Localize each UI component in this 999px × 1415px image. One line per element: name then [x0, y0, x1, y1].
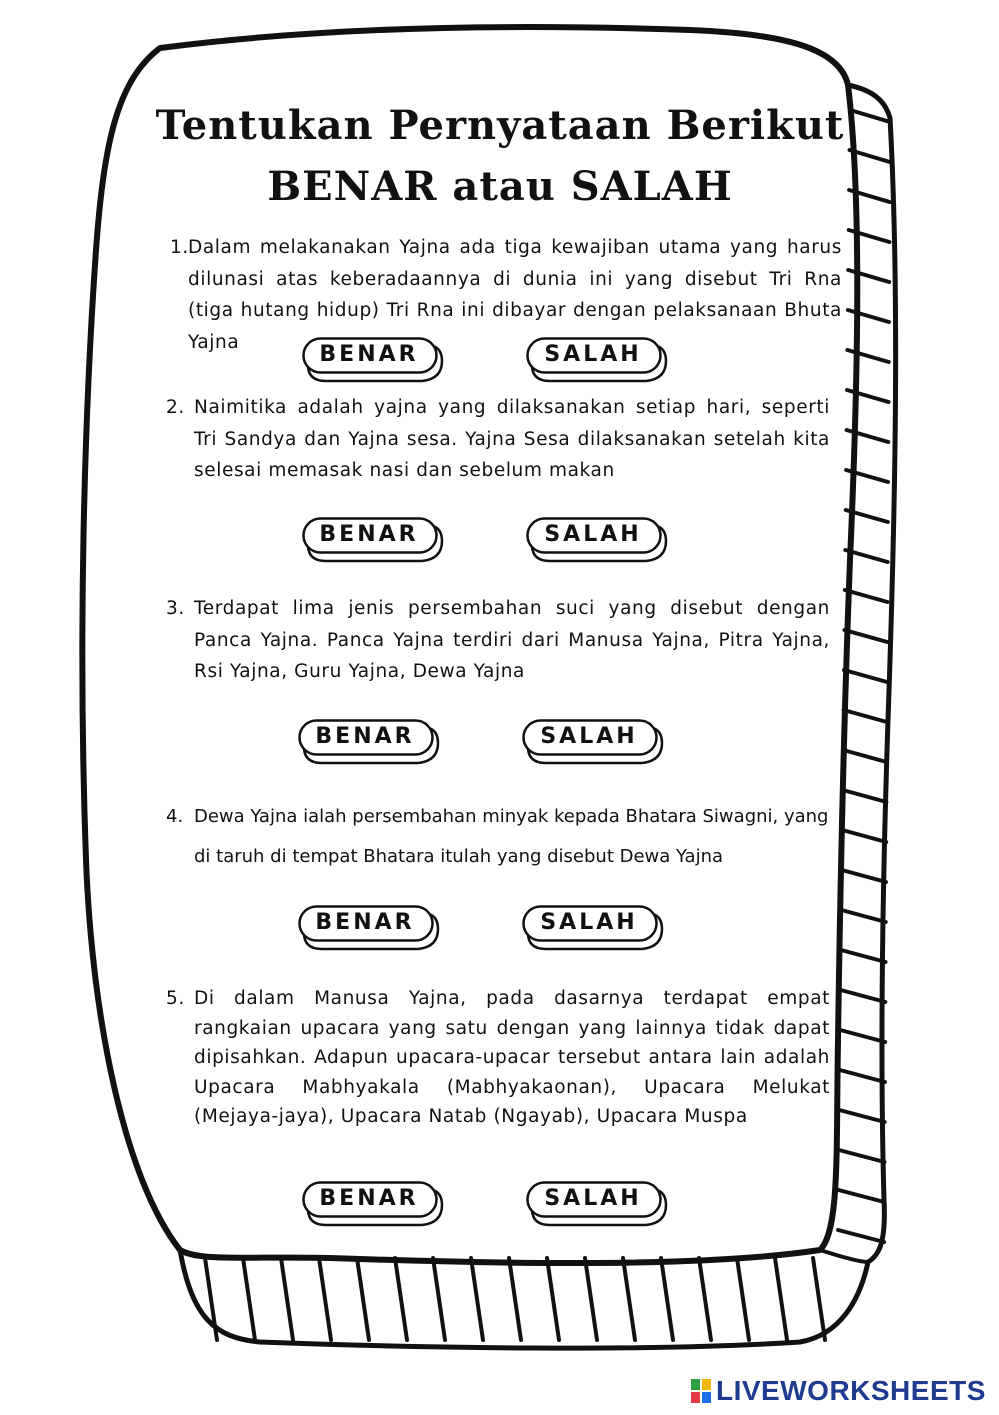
- frame-hatch: [813, 1258, 825, 1340]
- frame-hatch: [840, 1070, 885, 1082]
- salah-button-2[interactable]: [526, 517, 666, 561]
- frame-hatch: [844, 630, 887, 642]
- question-2: [166, 392, 830, 487]
- benar-label: BENAR: [319, 342, 419, 367]
- salah-label: SALAH: [540, 910, 638, 935]
- question-text: Terdapat lima jenis persembahan suci yang disebut dengan Panca Yajna. Panca Yajna terdiri dari Manusa Yajna, Pitra Yajna, Rsi Yajna, Guru Yajna, Dewa Yajna: [194, 598, 830, 682]
- salah-label: SALAH: [544, 1186, 642, 1211]
- page-title: Tentukan Pernyataan Berikut: [155, 102, 845, 149]
- question-number: 3.: [166, 598, 185, 619]
- salah-button-5[interactable]: [526, 1181, 666, 1225]
- frame-hatch: [839, 1190, 885, 1202]
- benar-button-5[interactable]: [302, 1181, 442, 1225]
- frame-hatch: [841, 990, 886, 1002]
- page-subtitle: BENAR atau SALAH: [267, 163, 733, 210]
- frame-hatch: [843, 750, 886, 762]
- frame-hatch: [661, 1258, 673, 1340]
- frame-hatch: [840, 1030, 885, 1042]
- question-text: Dewa Yajna ialah persembahan minyak kepada Bhatara Siwagni, yang di taruh di tempat Bhatara itulah yang disebut Dewa Yajna: [194, 806, 829, 867]
- salah-label: SALAH: [544, 522, 642, 547]
- salah-label: SALAH: [540, 724, 638, 749]
- frame-hatch: [839, 1150, 885, 1162]
- question-number: 5.: [166, 988, 185, 1009]
- benar-label: BENAR: [315, 910, 415, 935]
- question-text: Naimitika adalah yajna yang dilaksanakan setiap hari, seperti Tri Sandya dan Yajna sesa. Yajna Sesa dilaksanakan setelah kita selesai memasak nasi dan sebelum makan: [194, 397, 830, 481]
- benar-button-4[interactable]: [298, 905, 438, 949]
- question-5: [166, 984, 830, 1132]
- frame-hatch: [357, 1258, 369, 1340]
- frame-hatch: [775, 1258, 787, 1340]
- frame-hatch: [471, 1258, 483, 1340]
- frame-hatch: [623, 1258, 635, 1340]
- frame-hatch: [547, 1258, 559, 1340]
- salah-button-3[interactable]: [522, 719, 662, 763]
- frame-hatch: [842, 870, 886, 882]
- question-number: 4.: [166, 806, 184, 827]
- benar-button-3[interactable]: [298, 719, 438, 763]
- salah-button-1[interactable]: [526, 337, 666, 381]
- question-text: Di dalam Manusa Yajna, pada dasarnya terdapat empat rangkaian upacara yang satu dengan yang lainnya tidak dapat dipisahkan. Adapun upacara-upacar tersebut antara lain adalah Upacara Mabhyakala (Mabhyakaonan), Upacara Melukat (Mejaya-jaya), Upacara Natab (Ngayab), Upacara Muspa: [194, 988, 830, 1127]
- frame-hatch: [585, 1258, 597, 1340]
- frame-hatch: [848, 310, 889, 322]
- frame-hatch: [319, 1258, 331, 1340]
- question-number: 2.: [166, 397, 185, 418]
- frame-hatch: [841, 950, 885, 962]
- frame-hatch: [844, 710, 887, 722]
- frame-hatch: [842, 910, 886, 922]
- benar-button-1[interactable]: [302, 337, 442, 381]
- brand-name: LIVEWORKSHEETS: [716, 1375, 986, 1406]
- frame-hatch: [205, 1258, 217, 1340]
- liveworksheets-icon: [690, 1378, 712, 1404]
- frame-hatch: [737, 1258, 749, 1340]
- frame-hatch: [281, 1258, 293, 1340]
- frame-hatch: [395, 1258, 407, 1340]
- frame-hatch: [843, 790, 887, 802]
- benar-label: BENAR: [319, 1186, 419, 1211]
- frame-hatch: [433, 1258, 445, 1340]
- frame-hatch: [844, 670, 887, 682]
- liveworksheets-logo[interactable]: [690, 1374, 986, 1408]
- benar-button-2[interactable]: [302, 517, 442, 561]
- benar-label: BENAR: [319, 522, 419, 547]
- question-3: [166, 593, 830, 688]
- frame-hatch: [838, 1230, 884, 1242]
- salah-label: SALAH: [544, 342, 642, 367]
- frame-hatch: [243, 1258, 255, 1340]
- question-4: [166, 797, 836, 877]
- frame-hatch: [839, 1110, 884, 1122]
- question-text: Dalam melakanakan Yajna ada tiga kewajiban utama yang harus dilunasi atas keberadaannya di dunia ini yang disebut Tri Rna (tiga hutang hidup) Tri Rna ini dibayar dengan pelaksanaan Bhuta Yajna: [188, 237, 842, 353]
- frame-hatch: [699, 1258, 711, 1340]
- question-number: 1.: [170, 237, 189, 258]
- frame-hatch: [509, 1258, 521, 1340]
- question-1: [170, 232, 842, 358]
- frame-hatch: [842, 830, 886, 842]
- salah-button-4[interactable]: [522, 905, 662, 949]
- benar-label: BENAR: [315, 724, 415, 749]
